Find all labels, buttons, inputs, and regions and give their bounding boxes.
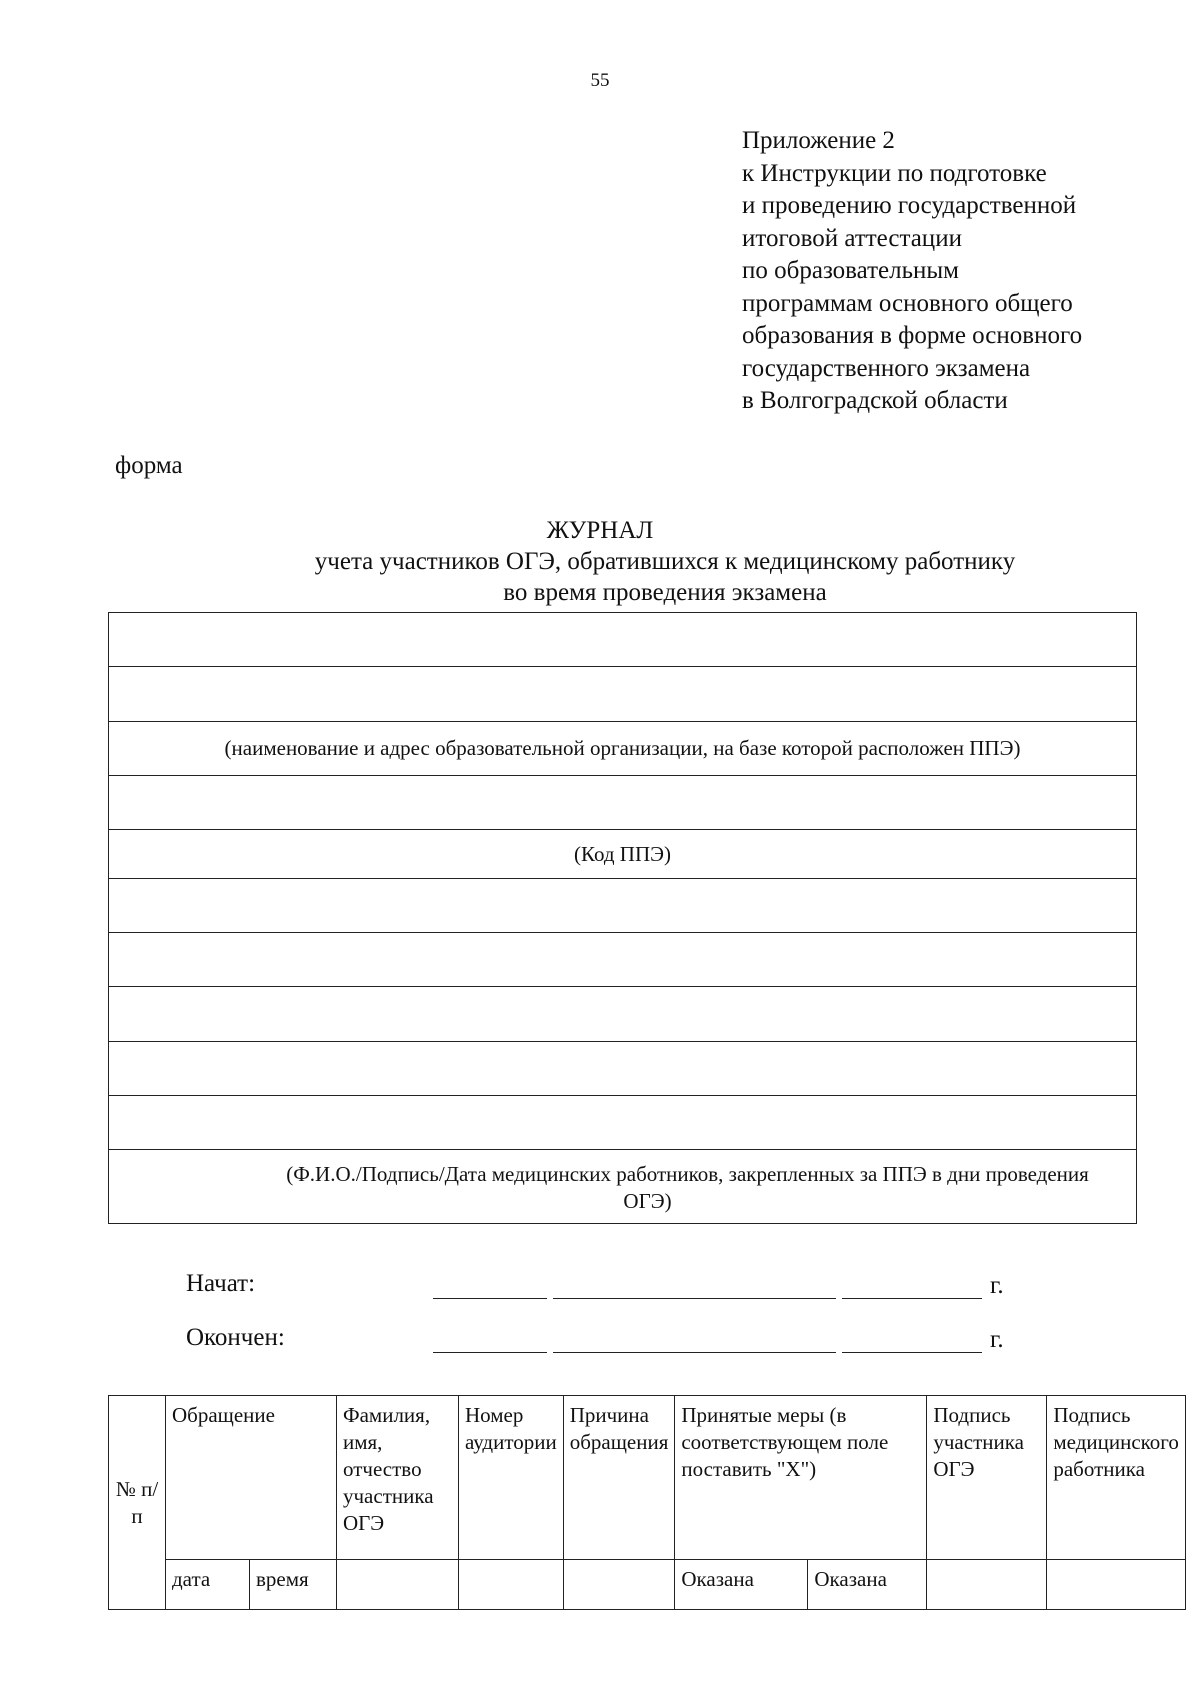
medic-row[interactable]: [109, 1149, 1136, 1150]
medic-row[interactable]: [109, 1095, 1136, 1096]
col-request-date-header: дата: [166, 1560, 250, 1610]
header-info-box: [108, 612, 1137, 1224]
document-subtitle: во время проведения экзамена: [503, 579, 827, 606]
table-cell: [1047, 1560, 1186, 1610]
appendix-line: в Волгоградской области: [742, 387, 1008, 414]
appendix-line: государственного экзамена: [742, 354, 1031, 382]
col-measures-b-header: Оказана: [808, 1560, 927, 1610]
col-name-header: Фамилия, имя, отчество участника ОГЭ: [337, 1396, 459, 1560]
ended-label: Окончен:: [186, 1324, 285, 1351]
page-number: 55: [590, 70, 610, 91]
appendix-line: образования в форме основного: [742, 322, 1083, 349]
divider: [109, 775, 1136, 776]
ppe-code-field[interactable]: [109, 829, 1136, 830]
appendix-line: Приложение 2: [742, 127, 895, 154]
col-request-time-header: время: [250, 1560, 337, 1610]
medic-row[interactable]: [109, 986, 1136, 987]
appendix-line: программам основного общего: [742, 289, 1073, 317]
year-suffix: г.: [990, 1272, 1004, 1299]
col-participant-sign-header: Подпись участника ОГЭ: [927, 1396, 1047, 1560]
col-medic-sign-header: Подпись медицинского работника: [1047, 1396, 1186, 1560]
year-suffix: г.: [990, 1326, 1004, 1353]
medic-row[interactable]: [109, 1041, 1136, 1042]
ended-month-field[interactable]: [553, 1352, 836, 1353]
appendix-heading: [742, 125, 1082, 418]
journal-table: [108, 1395, 1186, 1610]
ended-day-field[interactable]: [433, 1352, 547, 1353]
table-cell: [337, 1560, 459, 1610]
form-label: форма: [115, 452, 183, 479]
col-request-header: Обращение: [166, 1396, 337, 1560]
started-month-field[interactable]: [553, 1298, 836, 1299]
medics-caption: ОГЭ): [623, 1189, 672, 1213]
medic-row[interactable]: [109, 878, 1136, 879]
table-subheader-row: [109, 1560, 1186, 1610]
appendix-line: по образовательным: [742, 257, 959, 284]
started-row: [186, 1270, 1086, 1306]
appendix-line: итоговой аттестации: [742, 224, 962, 252]
org-caption: (наименование и адрес образовательной организации, на базе которой расположен ППЭ): [224, 736, 1021, 760]
col-measures-header: Принятые меры (в соответствующем поле поставить "X"): [675, 1396, 927, 1560]
document-subtitle: учета участников ОГЭ, обратившихся к медицинскому работнику: [314, 548, 1016, 575]
started-year-field[interactable]: [842, 1298, 982, 1299]
ended-year-field[interactable]: [842, 1352, 982, 1353]
started-day-field[interactable]: [433, 1298, 547, 1299]
appendix-line: и проведению государственной: [742, 192, 1077, 219]
started-label: Начат:: [186, 1270, 256, 1297]
org-address-field[interactable]: [109, 721, 1136, 722]
org-name-field[interactable]: [109, 666, 1136, 667]
appendix-line: к Инструкции по подготовке: [742, 159, 1047, 187]
table-cell: [459, 1560, 564, 1610]
col-reason-header: Причина обращения: [563, 1396, 675, 1560]
table-cell: [563, 1560, 675, 1610]
medic-row[interactable]: [109, 932, 1136, 933]
col-measures-a-header: Оказана: [675, 1560, 808, 1610]
table-header-row: [109, 1396, 1186, 1560]
ppe-code-caption: (Код ППЭ): [574, 842, 671, 866]
table-cell: [927, 1560, 1047, 1610]
document-title: ЖУРНАЛ: [546, 517, 654, 544]
medics-caption: (Ф.И.О./Подпись/Дата медицинских работников, закрепленных за ППЭ в дни проведения: [286, 1162, 1089, 1186]
col-room-header: Номер аудитории: [459, 1396, 564, 1560]
col-num-header: № п/п: [109, 1396, 166, 1610]
ended-row: [186, 1324, 1086, 1360]
